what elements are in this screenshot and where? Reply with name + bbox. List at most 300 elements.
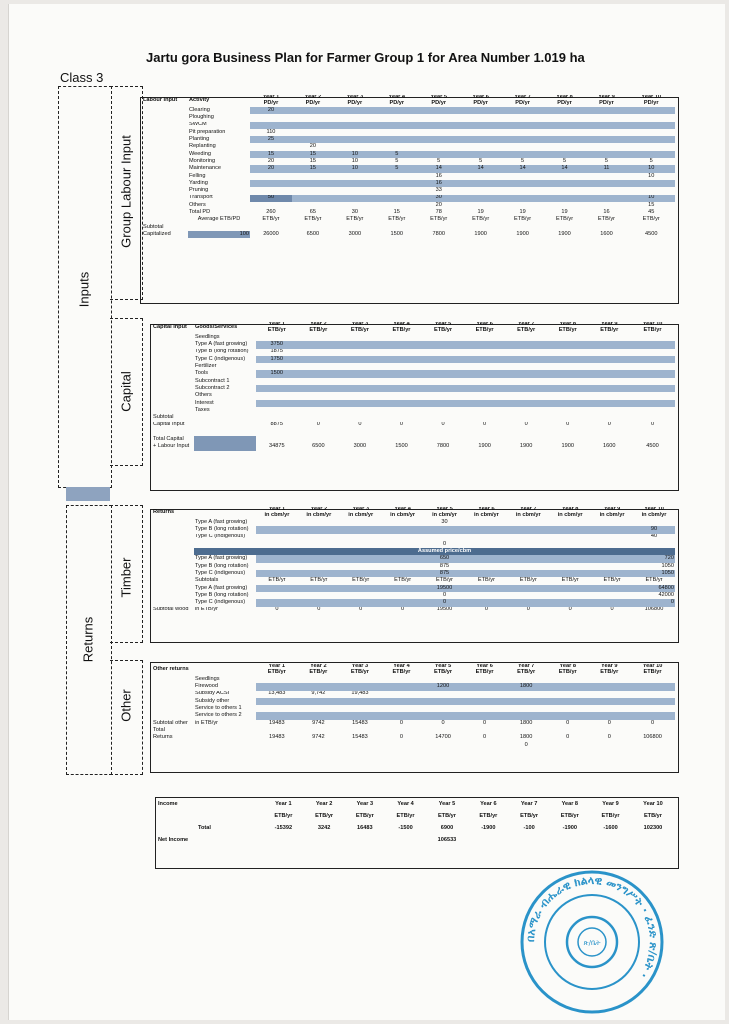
value-cell: 3000 — [348, 231, 362, 237]
value-cell — [630, 385, 675, 392]
other-label: Other — [118, 689, 134, 722]
table-cell — [298, 436, 340, 443]
returns-label: Returns — [80, 616, 96, 663]
value-cell — [586, 187, 628, 194]
value-cell — [381, 356, 423, 363]
value-cell — [630, 691, 675, 698]
value-cell: 5 — [395, 158, 399, 164]
value-cell — [418, 122, 460, 129]
value-cell — [422, 385, 464, 392]
year-header — [464, 664, 506, 676]
unit-label: in cbm/yr — [599, 512, 625, 518]
item-label: Type C (indigenous) — [195, 355, 246, 362]
year-label: Year 7 — [520, 801, 538, 808]
value-cell — [292, 195, 334, 202]
value-cell — [422, 363, 464, 370]
timber-type-label: Type B (long rotation) — [195, 526, 249, 533]
value-cell — [256, 526, 298, 533]
unit-label: PD/yr — [643, 100, 659, 106]
value-cell: 4500 — [644, 231, 658, 237]
value-cell: 260 — [266, 209, 276, 215]
value-cell — [630, 378, 675, 385]
unit-label: ETB/yr — [309, 327, 328, 333]
value-cell — [464, 392, 506, 399]
value-cell: 1900 — [516, 231, 529, 237]
table-cell — [422, 436, 464, 443]
value-cell — [544, 151, 586, 158]
value-cell — [627, 107, 675, 114]
year-label: Year 1 — [262, 95, 280, 101]
value-cell — [334, 122, 376, 129]
inputs-label: Inputs — [76, 271, 92, 308]
unit-label: ETB/yr — [310, 577, 328, 584]
value-cell — [547, 363, 589, 370]
table-cell — [142, 143, 188, 150]
table-cell — [188, 224, 250, 231]
table-cell — [465, 599, 507, 606]
year-label: Year 2 — [315, 801, 333, 808]
year-header — [298, 664, 340, 676]
value-cell — [460, 173, 502, 180]
year-label: Year 4 — [393, 664, 410, 670]
value-cell: 1500 — [390, 231, 403, 237]
table-cell — [152, 392, 194, 399]
unit-label: PD/yr — [599, 100, 614, 106]
capital-table — [152, 322, 675, 451]
value-cell — [502, 151, 544, 158]
unit-label: ETB/yr — [520, 813, 539, 820]
table-cell — [152, 698, 194, 705]
table-cell — [256, 592, 298, 599]
year-label: Year 8 — [556, 95, 573, 101]
returns-label: Returns — [153, 734, 173, 741]
header-row — [152, 664, 675, 676]
value-cell — [298, 363, 340, 370]
value-cell — [505, 400, 547, 407]
year-label: Year 6 — [480, 801, 497, 808]
value-cell — [627, 187, 675, 194]
table-cell — [142, 195, 188, 202]
value-cell — [334, 173, 376, 180]
year-label: Year 2 — [304, 95, 322, 101]
value-cell: 19483 — [269, 719, 285, 726]
value-cell: 1900 — [478, 443, 491, 450]
price-header-row — [152, 548, 675, 555]
year-header — [298, 507, 340, 519]
capitalized-row — [142, 231, 675, 238]
table-cell — [381, 727, 423, 734]
value-cell: 1600 — [603, 443, 616, 450]
column-header: Goods/Services — [195, 324, 238, 331]
value-cell: 15 — [648, 201, 655, 208]
value-cell — [298, 341, 340, 348]
year-header — [465, 507, 507, 519]
price-row — [152, 555, 675, 562]
value-cell: 30 — [418, 195, 460, 202]
capitalized-label: Capitalized — [143, 231, 171, 237]
value-cell: 110 — [266, 128, 276, 135]
year-label: Year 5 — [434, 322, 452, 328]
table-cell — [256, 548, 298, 555]
table-cell — [142, 129, 188, 136]
value-cell — [334, 136, 376, 143]
price-header: Assumed price/cbm — [382, 548, 508, 555]
value-cell — [586, 136, 628, 143]
value-cell — [292, 122, 334, 129]
table-cell — [340, 563, 382, 570]
value-cell — [544, 122, 586, 129]
table-cell — [298, 599, 340, 606]
timber-label: Timber — [118, 557, 134, 598]
table-cell — [382, 585, 424, 592]
table-cell — [630, 436, 675, 443]
table-cell — [339, 414, 381, 421]
value-cell — [339, 698, 381, 705]
value-cell — [544, 195, 586, 202]
table-cell — [152, 429, 675, 436]
value-cell — [544, 143, 586, 150]
value-cell — [630, 356, 675, 363]
table-cell — [627, 224, 675, 231]
value-cell: 19 — [561, 209, 568, 215]
year-header — [505, 664, 547, 676]
total-capital-row — [152, 436, 675, 443]
value-cell: 19500 — [424, 585, 466, 592]
table-cell — [340, 599, 382, 606]
unit-label: ETB/yr — [392, 327, 411, 333]
table-cell — [256, 555, 298, 562]
table-cell — [152, 705, 194, 712]
header-row — [142, 95, 675, 107]
table-cell — [142, 180, 188, 187]
value-cell: 42000 — [658, 591, 674, 598]
value-cell: 5 — [521, 158, 525, 164]
value-cell — [422, 407, 464, 414]
value-cell — [502, 180, 544, 187]
unit-label: in cbm/yr — [306, 512, 332, 518]
unit-label: PD/yr — [473, 100, 488, 106]
unit-label: ETB/yr — [262, 216, 280, 223]
value-cell: 33 — [435, 187, 442, 194]
table-cell — [591, 585, 633, 592]
value-cell — [339, 385, 381, 392]
value-cell — [298, 349, 340, 356]
table-cell — [292, 224, 334, 231]
capital-input-label: Capital Input — [153, 421, 185, 428]
item-label: Tools — [195, 370, 209, 377]
value-cell — [292, 173, 334, 180]
value-cell — [544, 173, 586, 180]
value-cell — [630, 370, 675, 377]
unit-label: ETB/yr — [274, 813, 293, 820]
labour-row — [142, 209, 675, 216]
value-cell — [589, 334, 631, 341]
year-header — [547, 322, 589, 334]
total-label: Total — [198, 825, 211, 832]
labour-row — [142, 202, 675, 209]
table-cell — [465, 592, 507, 599]
value-cell — [547, 334, 589, 341]
value-cell — [256, 712, 298, 719]
value-cell — [422, 349, 464, 356]
value-cell: 0 — [526, 606, 530, 613]
value-cell — [464, 363, 506, 370]
value-cell: 15483 — [352, 734, 368, 741]
year-header — [381, 322, 423, 334]
value-cell — [298, 400, 340, 407]
unit-label: ETB/yr — [394, 577, 412, 584]
year-header — [589, 322, 631, 334]
item-label: Fertilizer — [195, 363, 217, 370]
year-label: Year 7 — [517, 664, 535, 670]
net-income-label: Net Income — [158, 837, 189, 844]
value-cell — [422, 392, 464, 399]
value-cell — [464, 334, 506, 341]
value-cell — [340, 526, 382, 533]
value-cell: 0 — [442, 540, 447, 547]
year-header — [630, 322, 675, 334]
value-cell: 3242 — [317, 825, 331, 832]
table-cell — [505, 436, 547, 443]
table-cell — [418, 224, 460, 231]
year-header — [418, 95, 460, 107]
value-cell — [339, 378, 381, 385]
value-cell — [505, 392, 547, 399]
table-cell — [586, 224, 628, 231]
value-cell — [464, 691, 506, 698]
value-cell — [376, 129, 418, 136]
year-header — [340, 507, 382, 519]
value-cell: 0 — [610, 606, 614, 613]
value-cell — [298, 356, 340, 363]
year-label: Year 10 — [643, 801, 663, 808]
table-cell — [507, 548, 549, 555]
table-cell — [505, 727, 547, 734]
table-cell — [630, 727, 675, 734]
value-cell: 19 — [477, 209, 484, 215]
value-cell: 9742 — [312, 734, 325, 741]
table-cell — [194, 727, 256, 734]
table-cell — [152, 683, 194, 690]
value-cell: 0 — [483, 734, 487, 741]
table-cell — [152, 534, 194, 541]
separator-bar — [66, 487, 110, 501]
unit-label: PD/yr — [389, 100, 405, 106]
header-row — [152, 322, 675, 334]
unit-label: PD/yr — [347, 100, 363, 106]
unit-label: ETB/yr — [475, 669, 494, 675]
value-cell — [589, 683, 631, 690]
value-cell — [250, 173, 292, 180]
item-label: Firewood — [195, 683, 219, 690]
table-cell — [298, 548, 340, 555]
table-cell — [339, 436, 381, 443]
table-cell — [197, 799, 263, 811]
table-cell — [549, 585, 591, 592]
table-cell — [547, 436, 589, 443]
value-cell: 0 — [484, 606, 488, 613]
value-cell: 0 — [316, 421, 320, 428]
value-cell — [586, 122, 628, 129]
table-cell — [152, 541, 424, 548]
table-cell — [152, 712, 194, 719]
table-cell — [381, 436, 423, 443]
value-cell: 16 — [418, 180, 460, 187]
capital-row — [152, 370, 675, 377]
value-cell — [464, 683, 506, 690]
value-cell — [505, 698, 547, 705]
table-cell — [381, 414, 423, 421]
table-cell — [152, 599, 194, 606]
year-label: Year 6 — [476, 664, 493, 670]
year-label: Year 3 — [351, 322, 369, 328]
table-cell — [142, 136, 188, 143]
value-cell — [334, 129, 376, 136]
year-label: Year 5 — [438, 801, 456, 808]
price-cell: 650 — [424, 555, 466, 562]
value-cell — [505, 356, 547, 363]
timber-type-label: Type C (indigenous) — [195, 533, 246, 540]
item-label: Type A (fast growing) — [195, 341, 248, 348]
value-cell — [464, 698, 506, 705]
table-cell — [507, 563, 549, 570]
value-cell — [464, 676, 506, 683]
value-cell: 26000 — [263, 231, 279, 237]
value-cell: 16 — [603, 209, 610, 215]
value-cell — [591, 526, 633, 533]
table-cell — [465, 585, 507, 592]
value-cell — [544, 129, 586, 136]
value-cell — [630, 698, 675, 705]
value-cell: 13,483 — [268, 690, 286, 697]
unit-label: ETB/yr — [643, 813, 662, 820]
unit-label: ETB/yr — [597, 216, 616, 223]
value-cell — [505, 341, 547, 348]
value-cell: 0 — [650, 719, 655, 726]
table-cell — [298, 585, 340, 592]
value-cell — [422, 334, 464, 341]
value-cell — [460, 151, 502, 158]
value-cell — [339, 392, 381, 399]
year-label: Year 5 — [430, 95, 447, 101]
labour-row — [142, 151, 675, 158]
table-cell — [507, 555, 549, 562]
total-capital-row-2 — [152, 443, 675, 450]
value-cell: 3000 — [353, 443, 367, 450]
value-cell: 1900 — [519, 443, 533, 450]
unit-label: ETB/yr — [600, 327, 619, 333]
year-header — [502, 95, 544, 107]
average-row — [142, 216, 675, 223]
unit-label: ETB/yr — [350, 669, 369, 675]
table-cell — [298, 727, 340, 734]
value-cell — [589, 341, 631, 348]
item-label: Subsidy other — [195, 697, 230, 704]
value-cell — [502, 187, 544, 194]
value-cell — [460, 143, 502, 150]
value-cell — [460, 114, 502, 121]
year-header — [339, 664, 381, 676]
value-cell — [547, 400, 589, 407]
value-cell — [460, 180, 502, 187]
value-cell: 8875 — [270, 421, 283, 428]
value-cell: 102300 — [643, 825, 663, 832]
column-header — [194, 507, 256, 519]
value-cell — [586, 114, 628, 121]
value-cell — [376, 143, 418, 150]
value-cell — [418, 136, 460, 143]
value-cell — [502, 173, 544, 180]
activity-label: Transport — [189, 194, 213, 201]
value-cell: 19,483 — [351, 690, 369, 697]
unit-label: ETB/yr — [267, 669, 286, 675]
value-cell — [339, 334, 381, 341]
table-cell — [152, 577, 194, 584]
table-cell — [256, 414, 298, 421]
labour-table — [142, 95, 675, 238]
value-cell: 0 — [524, 741, 528, 748]
value-cell — [464, 705, 506, 712]
value-cell: 9,742 — [311, 690, 326, 697]
value-cell — [464, 349, 506, 356]
value-cell — [250, 187, 292, 194]
table-cell — [152, 363, 194, 370]
table-cell — [591, 599, 633, 606]
value-cell: 1800 — [519, 719, 533, 726]
value-cell — [381, 334, 423, 341]
value-cell — [505, 349, 547, 356]
value-cell — [464, 356, 506, 363]
value-cell: 0 — [399, 421, 404, 428]
value-cell: -15392 — [274, 825, 293, 832]
value-cell — [256, 683, 298, 690]
value-cell — [340, 519, 382, 526]
value-cell — [627, 114, 675, 121]
value-cell — [298, 683, 340, 690]
value-cell — [465, 534, 507, 541]
value-cell: 25 — [250, 136, 292, 143]
timber-type-label: Type C (indigenous) — [195, 599, 246, 606]
column-header: Activity — [189, 97, 210, 104]
unit-label: in cbm/yr — [264, 512, 290, 518]
year-label: Year 6 — [476, 322, 493, 328]
activity-label: Others — [189, 201, 206, 208]
table-cell — [549, 555, 591, 562]
average-value: 100 — [188, 231, 250, 238]
value-cell — [502, 136, 544, 143]
other-table — [152, 664, 675, 749]
value-cell: 19 — [519, 209, 526, 215]
value-cell: 6500 — [312, 443, 325, 450]
table-cell — [340, 592, 382, 599]
unit-label: ETB/yr — [396, 813, 415, 820]
year-label: Year 1 — [268, 322, 286, 328]
unit-label: in cbm/yr — [390, 512, 416, 518]
value-cell — [547, 712, 589, 719]
table-cell — [465, 541, 675, 548]
value-cell — [630, 683, 675, 690]
value-cell — [586, 107, 628, 114]
year-label: Year 6 — [472, 95, 489, 101]
value-cell — [381, 407, 423, 414]
table-cell — [142, 151, 188, 158]
value-cell: 0 — [424, 599, 466, 606]
value-cell: 0 — [401, 606, 405, 613]
unit-label: ETB/yr — [558, 327, 577, 333]
value-cell: 0 — [275, 606, 279, 613]
value-cell — [256, 363, 298, 370]
table-cell — [591, 570, 633, 577]
